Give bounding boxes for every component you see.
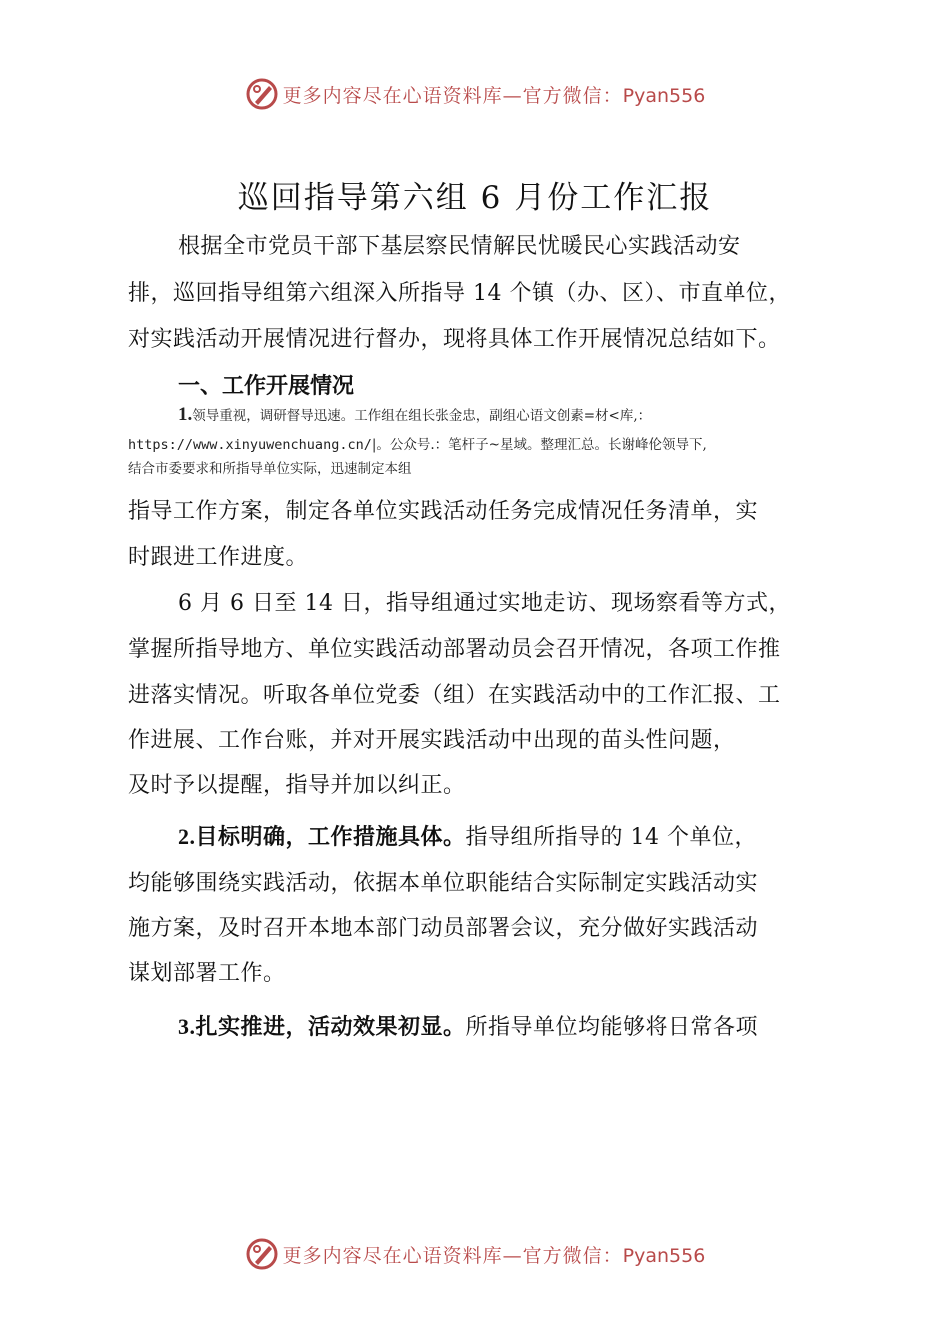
item1-text-2: |。公众号.：笔杆子~星域。整理汇总。长谢峰伦领导下, (371, 437, 707, 453)
item3-text: 所指导单位均能够将日常各项 (465, 1015, 759, 1040)
june-line-4: 作进展、工作台账，并对开展实践活动中出现的苗头性问题， (128, 728, 736, 753)
pen-logo-icon (245, 77, 279, 111)
item1-cont-1: 指导工作方案，制定各单位实践活动任务完成情况任务清单，实 (128, 499, 759, 524)
banner-text (283, 81, 706, 108)
june-line-2: 掌握所指导地方、单位实践活动部署动员会召开情况，各项工作推 (128, 637, 781, 662)
footer-banner (0, 1234, 950, 1274)
intro-line-2: 排，巡回指导组第六组深入所指导 14 个镇（办、区）、市直单位， (128, 281, 791, 306)
item1-url-link[interactable]: https://www.xinyuwenchuang.cn/ (128, 437, 372, 453)
item2-text: 指导组所指导的 14 个单位， (465, 825, 757, 850)
header-banner (0, 74, 950, 114)
item3-line-1 (178, 1010, 758, 1041)
item2-cont-2: 施方案，及时召开本地本部门动员部署会议，充分做好实践活动 (128, 916, 759, 941)
item1-line-3: 结合市委要求和所指导单位实际，迅速制定本组 (128, 461, 412, 477)
banner-label: 更多内容尽在心语资料库—官方微信： (282, 1244, 623, 1267)
banner-handle: Pyan556 (622, 1244, 706, 1267)
intro-line-1: 根据全市党员干部下基层察民情解民忧暖民心实践活动安 (178, 234, 741, 259)
june-line-5: 及时予以提醒，指导并加以纠正。 (128, 773, 466, 798)
item1-line-1 (178, 404, 651, 426)
item3-bold: 扎实推进，活动效果初显。 (195, 1015, 466, 1040)
page-title: 巡回指导第六组 6 月份工作汇报 (237, 180, 713, 216)
intro-line-3: 对实践活动开展情况进行督办，现将具体工作开展情况总结如下。 (128, 327, 781, 352)
banner-label: 更多内容尽在心语资料库—官方微信： (282, 84, 623, 107)
section-heading: 一、工作开展情况 (178, 374, 355, 399)
item2-cont-1: 均能够围绕实践活动，依据本单位职能结合实际制定实践活动实 (128, 871, 759, 896)
june-line-1: 6 月 6 日至 14 日，指导组通过实地走访、现场察看等方式， (178, 591, 791, 616)
item1-text-1: 领导重视，调研督导迅速。工作组在组长张金忠，副组心语文创素=材<库,： (192, 408, 652, 424)
item1-cont-2: 时跟进工作进度。 (128, 545, 309, 570)
item1-line-2 (128, 433, 707, 453)
item2-number: 2. (178, 824, 196, 849)
item2-line-1 (178, 820, 757, 851)
banner-text (283, 1241, 706, 1268)
banner-handle: Pyan556 (622, 84, 706, 107)
item1-number: 1. (178, 404, 193, 425)
june-line-3: 进落实情况。听取各单位党委（组）在实践活动中的工作汇报、工 (128, 683, 781, 708)
item2-bold: 目标明确，工作措施具体。 (195, 825, 466, 850)
item2-cont-3: 谋划部署工作。 (128, 961, 286, 986)
pen-logo-icon (245, 1237, 279, 1271)
item3-number: 3. (178, 1014, 196, 1039)
